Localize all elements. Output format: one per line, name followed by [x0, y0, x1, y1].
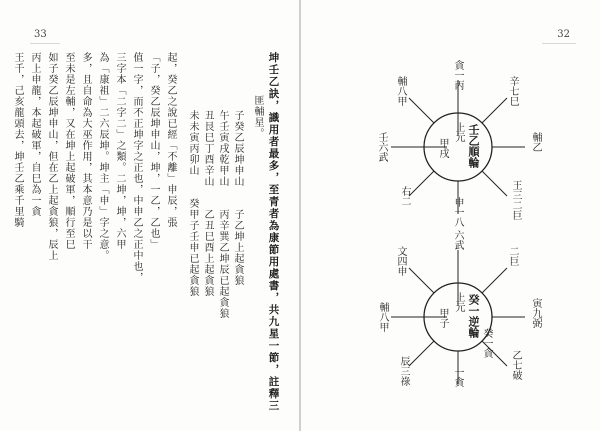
bottom-spoke-n: 六武: [452, 230, 463, 250]
bottom-inner-bottom-label: 癸一貪: [481, 328, 492, 358]
verse-line-1: 未未寅丙卯山 癸甲子壬申已起貪狼: [187, 110, 198, 297]
section-heading: 坤壬乙訣，識用者最多，至青者為康節用處書，共九星一節，註釋三: [267, 52, 280, 412]
top-spoke-e: 輔乙: [530, 132, 541, 152]
bottom-spoke-se: 乙七破: [510, 350, 521, 380]
header-rule-right: [542, 43, 576, 44]
top-spoke-se: 王三二巨: [510, 180, 521, 220]
top-inner-left-label: 甲戌: [437, 138, 448, 158]
text-column-1: 王千，己亥龍頭去，坤壬乙乘千里騎: [12, 52, 23, 228]
top-spoke-w: 壬六武: [376, 132, 387, 162]
bottom-spoke-e: 寅九弼: [530, 298, 541, 328]
right-page: [301, 0, 600, 431]
bottom-inner-left-label: 甲子: [437, 308, 448, 328]
top-center-title: 壬乙順輪: [467, 124, 480, 168]
top-inner-top-label: 上元: [453, 122, 464, 142]
bottom-spoke-sw: 辰三祿: [398, 356, 409, 386]
bottom-center-title: 癸一逆輪: [467, 294, 480, 338]
text-column-7: 三字本「二字二」之類。二坤，坤，六甲: [114, 52, 125, 250]
verse-line-4: 子癸乙辰坤申山 子乙坤上起貪狼: [232, 110, 243, 286]
left-page: [0, 0, 299, 431]
top-spoke-sw: 右二: [399, 186, 410, 206]
header-rule-left: [30, 43, 60, 44]
text-column-5: 多，且自命為大巫作用，其本意乃是以干: [80, 52, 91, 250]
text-column-3: 如子癸乙辰坤申山，但在乙上起貪狼，辰上: [46, 52, 57, 261]
bottom-spoke-w: 輔八甲: [377, 302, 388, 332]
text-column-sub: 匪輔星。: [252, 95, 263, 139]
bottom-spoke-ne: 二巨: [507, 246, 518, 266]
text-column-9: 「子，癸乙辰坤申山，坤，一乙，乙也」: [148, 52, 159, 250]
page-number-right: 32: [557, 29, 570, 40]
text-column-8: 值一字，而不正坤字之正也，中申乙之正中也，: [131, 52, 142, 283]
verse-line-2: 丑艮巳丁酉辛山 乙丑巳酉上起貪狼: [202, 110, 213, 297]
text-column-10: 起，癸乙之說已經「不離」申辰，張: [165, 52, 176, 228]
top-spoke-nw: 輔八甲: [395, 76, 406, 106]
verse-line-3: 午壬寅戌乾甲山 丙辛巽乙坤辰已起貪狼: [217, 110, 228, 319]
page-number-left: 33: [34, 29, 47, 40]
bottom-inner-top-label: 上元: [453, 292, 464, 312]
top-spoke-ne: 辛七巳: [507, 76, 518, 106]
text-column-4: 至未是左輔，又在坤上起破軍，順行至巳: [63, 52, 74, 250]
bottom-spoke-nw: 文四申: [395, 246, 406, 276]
text-column-2: 丙上申龍，本起破軍，自巳為一貪: [29, 52, 40, 217]
top-spoke-s: 申一八: [452, 197, 463, 227]
bottom-spoke-s: 一貪: [452, 367, 463, 387]
top-wheel-diagram: [373, 62, 543, 232]
text-column-6: 為「康祖」二六辰坤。坤主「申」字之意。: [97, 52, 108, 261]
bottom-wheel-diagram: [373, 232, 543, 402]
top-spoke-n: 貪一丙: [452, 60, 463, 90]
